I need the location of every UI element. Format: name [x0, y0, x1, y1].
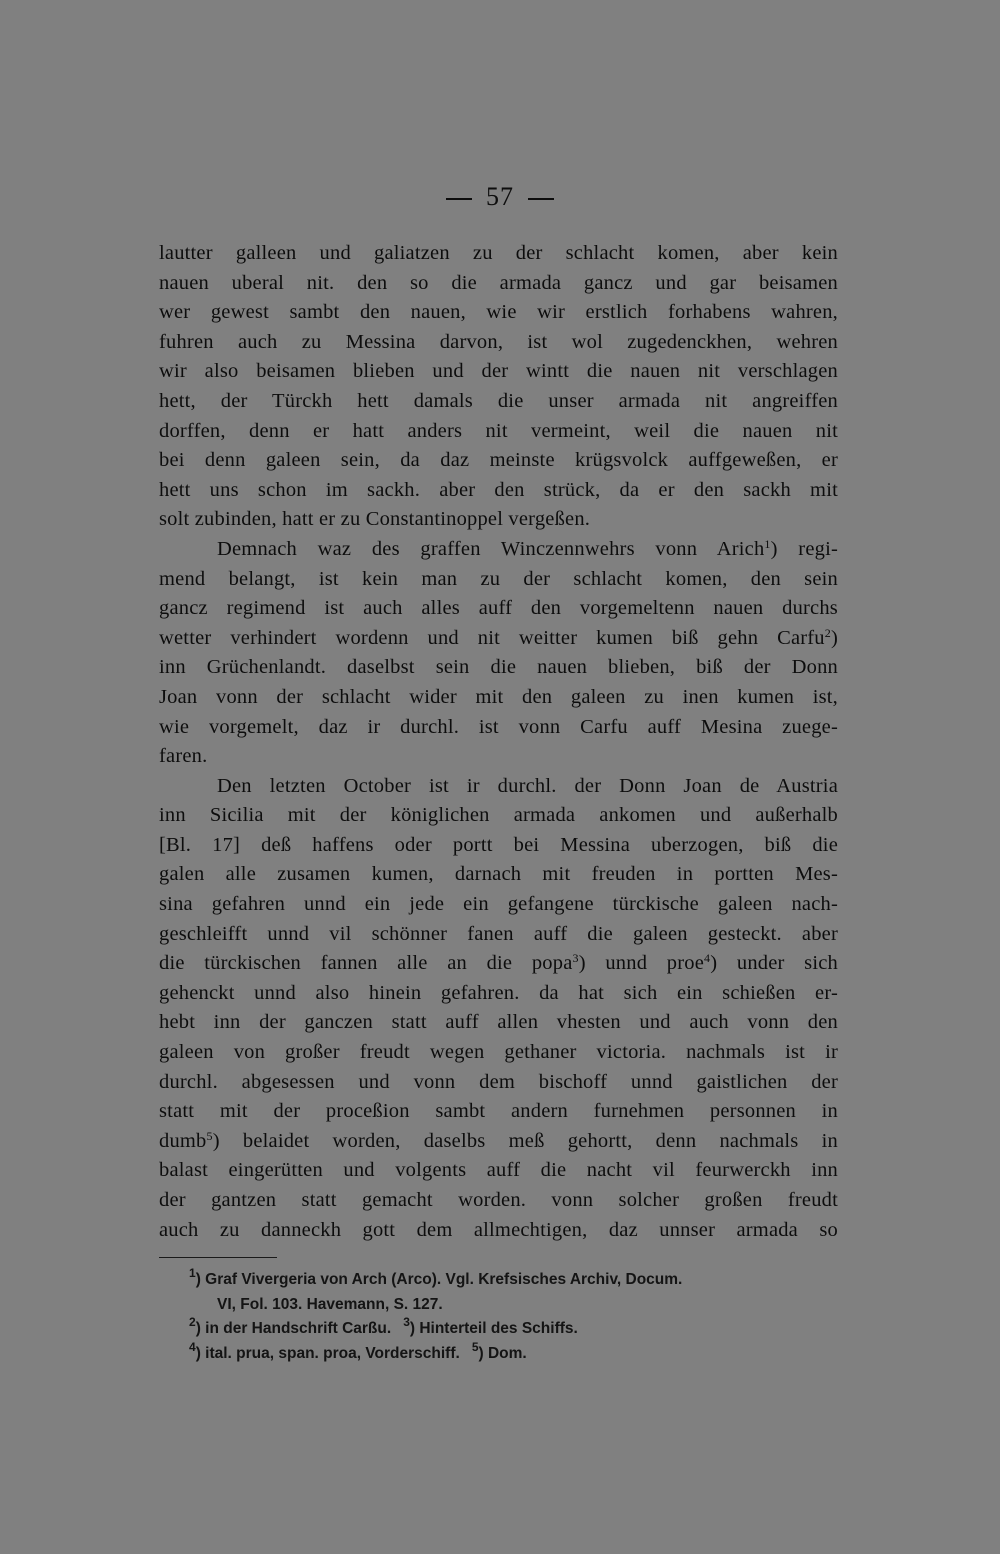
- text-line: faren.: [159, 745, 208, 768]
- footnote-ref: 2: [824, 625, 831, 640]
- footnote-mark: 1: [189, 1266, 196, 1280]
- dash-right: [528, 198, 554, 200]
- dash-left: [446, 198, 472, 200]
- footnote: $^2$) in der Handschrift Carßu. $^3$) Hinterteil des Schiffs.: [189, 1315, 578, 1337]
- footnote-mark: 2: [189, 1315, 196, 1329]
- text-line: wir also beisamen blieben und der wintt die nauen nit verschlagen: [159, 360, 838, 383]
- footnote: $^4$) ital. prua, span. proa, Vorderschiff. $^5$) Dom.: [189, 1339, 527, 1362]
- footnote-ref: 4: [704, 951, 711, 966]
- text-line: die türckischen fannen alle an die popa$^3$) unnd proe$^4$) under sich: [159, 951, 838, 975]
- footnote-mark: 4: [189, 1339, 196, 1354]
- body-text: [159, 239, 838, 1245]
- footnote: $^1$) Graf Vivergeria von Arch (Arco). Vgl. Krefsisches Archiv, Docum.: [189, 1266, 683, 1288]
- text-line: hebt inn der ganczen statt auff allen vhesten und auch vonn den: [159, 1011, 838, 1034]
- text-line: wetter verhindert wordenn und nit weitter kumen biß gehn Carfu$^2$): [159, 625, 838, 649]
- text-line: mend belangt, ist kein man zu der schlacht komen, den sein: [159, 567, 838, 590]
- footnote-mark: 5: [471, 1339, 479, 1354]
- text-line: dumb$^5$) belaidet worden, daselbs meß gehortt, denn nachmals in: [159, 1128, 838, 1152]
- text-line: balast eingerütten und volgents auff die nacht vil feurwerckh inn: [159, 1159, 838, 1182]
- text-line: auch zu danneckh gott dem allmechtigen, daz unnser armada so: [159, 1218, 838, 1241]
- text-line: bei denn galeen sein, da daz meinste krügsvolck auffgeweßen, er: [159, 449, 838, 472]
- text-line: inn Grüchenlandt. daselbst sein die nauen blieben, biß der Donn: [159, 656, 838, 679]
- text-line: Joan vonn der schlacht wider mit den galeen zu inen kumen ist,: [159, 685, 838, 708]
- footnote-ref: 1: [764, 536, 771, 551]
- text-line: inn Sicilia mit der königlichen armada ankomen und außerhalb: [159, 804, 838, 827]
- footnotes: [189, 1268, 849, 1366]
- text-line: der gantzen statt gemacht worden. vonn solcher großen freudt: [159, 1189, 838, 1211]
- footnote-rule: [159, 1257, 277, 1258]
- text-line: lautter galleen und galiatzen zu der schlacht komen, aber kein: [159, 242, 838, 264]
- text-line: hett, der Türckh hett damals die unser armada nit angreiffen: [159, 389, 838, 412]
- text-line: wer gewest sambt den nauen, wie wir erstlich forhabens wahren,: [159, 301, 838, 324]
- text-line: hett uns schon im sackh. aber den strück, da er den sackh mit: [159, 478, 838, 501]
- text-line: dorffen, denn er hatt anders nit vermeint, weil die nauen nit: [159, 419, 838, 442]
- text-line: gehenckt unnd also hinein gefahren. da hat sich ein schießen er-: [159, 981, 838, 1004]
- text-line: statt mit der proceßion sambt andern furnehmen personnen in: [159, 1100, 838, 1123]
- footnote-continuation: VI, Fol. 103. Havemann, S. 127.: [217, 1295, 443, 1313]
- text-line: galen alle zusamen kumen, darnach mit freuden in portten Mes-: [159, 863, 838, 886]
- footnote-ref: 3: [572, 951, 579, 966]
- footnote-ref: 5: [206, 1128, 213, 1143]
- text-line: [Bl. 17] deß haffens oder portt bei Messina uberzogen, biß die: [159, 833, 838, 856]
- page-number: 57: [486, 182, 514, 211]
- text-line: Demnach waz des graffen Winczennwehrs vonn Arich$^1$) regi-: [217, 536, 838, 560]
- text-line: durchl. abgesessen und vonn dem bischoff unnd gaistlichen der: [159, 1070, 838, 1093]
- text-line: solt zubinden, hatt er zu Constantinoppel vergeßen.: [159, 508, 591, 531]
- text-line: wie vorgemelt, daz ir durchl. ist vonn Carfu auff Mesina zuege-: [159, 715, 838, 738]
- text-line: sina gefahren unnd ein jede ein gefangene türckische galeen nach-: [159, 893, 838, 916]
- footnote-mark: 3: [403, 1315, 410, 1329]
- text-line: fuhren auch zu Messina darvon, ist wol zugedenckhen, wehren: [159, 330, 838, 353]
- text-line: Den letzten October ist ir durchl. der Donn Joan de Austria: [217, 774, 838, 797]
- page-number-line: [0, 182, 1000, 212]
- text-line: geschleifft unnd vil schönner fanen auff die galeen gesteckt. aber: [159, 922, 838, 945]
- text-line: nauen uberal nit. den so die armada gancz und gar beisamen: [159, 271, 838, 294]
- text-line: gancz regimend ist auch alles auff den vorgemeltenn nauen durchs: [159, 597, 838, 620]
- text-line: galeen von großer freudt wegen gethaner victoria. nachmals ist ir: [159, 1041, 838, 1064]
